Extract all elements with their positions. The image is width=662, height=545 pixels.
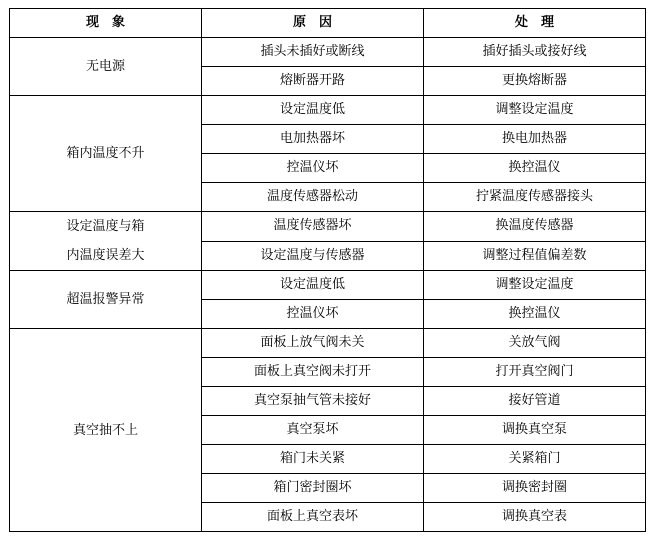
cause-cell: 插头未插好或断线 (202, 38, 424, 67)
symptom-cell (10, 212, 202, 271)
symptom-cell (10, 329, 202, 532)
cause-cell: 面板上真空表坏 (202, 503, 424, 532)
table-row (10, 38, 646, 67)
treatment-cell: 调换密封圈 (424, 474, 646, 503)
treatment-cell: 接好管道 (424, 387, 646, 416)
treatment-cell: 换控温仪 (424, 300, 646, 329)
symptom-cell (10, 271, 202, 329)
table-row (10, 271, 646, 300)
symptom-text: 超温报警异常 (66, 292, 145, 307)
cause-cell: 箱门密封圈坏 (202, 474, 424, 503)
header-cause: 原 因 (202, 9, 424, 38)
treatment-cell: 拧紧温度传感器接头 (424, 183, 646, 212)
symptom-text: 箱内温度不升 (66, 146, 145, 161)
cause-cell: 设定温度低 (202, 271, 424, 300)
cause-cell: 温度传感器坏 (202, 212, 424, 242)
cause-cell: 真空泵抽气管未接好 (202, 387, 424, 416)
cause-cell: 电加热器坏 (202, 125, 424, 154)
cause-cell: 箱门未关紧 (202, 445, 424, 474)
treatment-cell: 换电加热器 (424, 125, 646, 154)
treatment-cell: 换温度传感器 (424, 212, 646, 242)
treatment-cell: 调换真空泵 (424, 416, 646, 445)
troubleshooting-table (9, 8, 646, 532)
treatment-cell: 调整设定温度 (424, 271, 646, 300)
header-treatment: 处 理 (424, 9, 646, 38)
cause-cell: 真空泵坏 (202, 416, 424, 445)
symptom-text-line-1: 设定温度与箱 (66, 219, 145, 234)
symptom-text-line-2: 内温度误差大 (66, 248, 145, 263)
header-row (10, 9, 646, 38)
treatment-cell: 调换真空表 (424, 503, 646, 532)
treatment-cell: 更换熔断器 (424, 67, 646, 96)
cause-cell: 面板上真空阀未打开 (202, 358, 424, 387)
treatment-cell: 关放气阀 (424, 329, 646, 358)
symptom-text: 真空抽不上 (72, 422, 138, 438)
cause-cell: 面板上放气阀未关 (202, 329, 424, 358)
treatment-cell: 调整设定温度 (424, 96, 646, 125)
treatment-cell: 插好插头或接好线 (424, 38, 646, 67)
table-row (10, 96, 646, 125)
header-phenomenon: 现 象 (10, 9, 202, 38)
cause-cell: 控温仪坏 (202, 300, 424, 329)
treatment-cell: 关紧箱门 (424, 445, 646, 474)
symptom-cell (10, 38, 202, 96)
cause-cell: 控温仪坏 (202, 154, 424, 183)
cause-cell: 设定温度与传感器 (202, 241, 424, 271)
symptom-cell (10, 96, 202, 212)
cause-cell: 熔断器开路 (202, 67, 424, 96)
table-row (10, 329, 646, 358)
treatment-cell: 打开真空阀门 (424, 358, 646, 387)
cause-cell: 温度传感器松动 (202, 183, 424, 212)
symptom-text: 无电源 (85, 59, 125, 74)
table-row (10, 212, 646, 242)
treatment-cell: 换控温仪 (424, 154, 646, 183)
treatment-cell: 调整过程值偏差数 (424, 241, 646, 271)
cause-cell: 设定温度低 (202, 96, 424, 125)
